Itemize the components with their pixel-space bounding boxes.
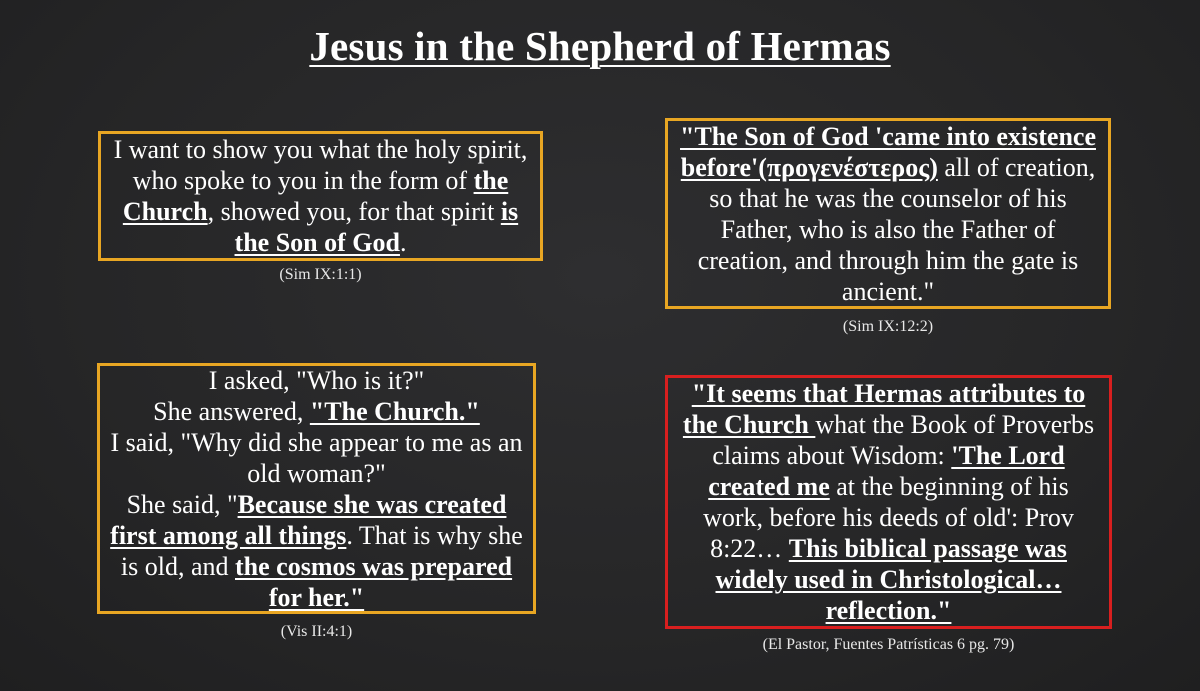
quote-emphasis: the cosmos was prepared for her." xyxy=(235,551,513,612)
quote-text-segment: She said, " xyxy=(126,489,238,519)
quote-text xyxy=(676,121,1100,307)
quote-text-segment: all of creation, so that he was the counselor of his Father, who is also the Father of creation, and through him the gate is ancient." xyxy=(697,152,1096,306)
citation: (Vis II:4:1) xyxy=(280,623,353,640)
quote-text xyxy=(676,378,1101,626)
quote-line: I asked, "Who is it?" xyxy=(208,365,425,395)
quote-emphasis: 'The Lord created me xyxy=(708,441,1065,501)
quote-text-segment: . xyxy=(399,228,407,257)
citation: (El Pastor, Fuentes Patrísticas 6 pg. 79) xyxy=(762,636,1015,653)
quote-emphasis: This biblical passage was widely used in Christological… reflection." xyxy=(715,534,1067,625)
quote-emphasis: "It seems that Hermas attributes to the Church xyxy=(682,379,1086,439)
quote-text-segment: at the beginning of his work, before his deeds of old': Prov 8:22… xyxy=(703,472,1074,563)
quote-text xyxy=(107,134,534,258)
quote-emphasis: is the Son of God xyxy=(234,197,519,257)
quote-text-segment: , showed you, for that spirit xyxy=(207,197,501,226)
citation: (Sim IX:1:1) xyxy=(279,266,362,283)
quote-line xyxy=(106,489,527,613)
page-title: Jesus in the Shepherd of Hermas xyxy=(309,23,891,69)
citation: (Sim IX:12:2) xyxy=(842,318,934,335)
quote-text-segment: I want to show you what the holy spirit, who spoke to you in the form of xyxy=(113,135,528,195)
quote-emphasis: the Church xyxy=(122,166,509,226)
quote-box-commentary xyxy=(665,375,1112,629)
quote-box-son-of-god xyxy=(665,118,1111,309)
quote-box-church xyxy=(97,363,536,614)
quote-text-segment: . That is why she is old, and xyxy=(120,520,523,581)
quote-emphasis: "The Church." xyxy=(309,396,480,426)
quote-text-segment: what the Book of Proverbs claims about Wisdom: xyxy=(712,410,1095,470)
quote-line xyxy=(106,396,527,427)
quote-text-segment: She answered, xyxy=(153,396,310,426)
quote-emphasis: "The Son of God 'came into existence before'(προγενέστερος) xyxy=(680,121,1096,182)
quote-emphasis: Because she was created first among all things xyxy=(110,489,507,550)
quote-box-spirit xyxy=(98,131,543,261)
quote-line: I said, "Why did she appear to me as an old woman?" xyxy=(110,427,523,488)
